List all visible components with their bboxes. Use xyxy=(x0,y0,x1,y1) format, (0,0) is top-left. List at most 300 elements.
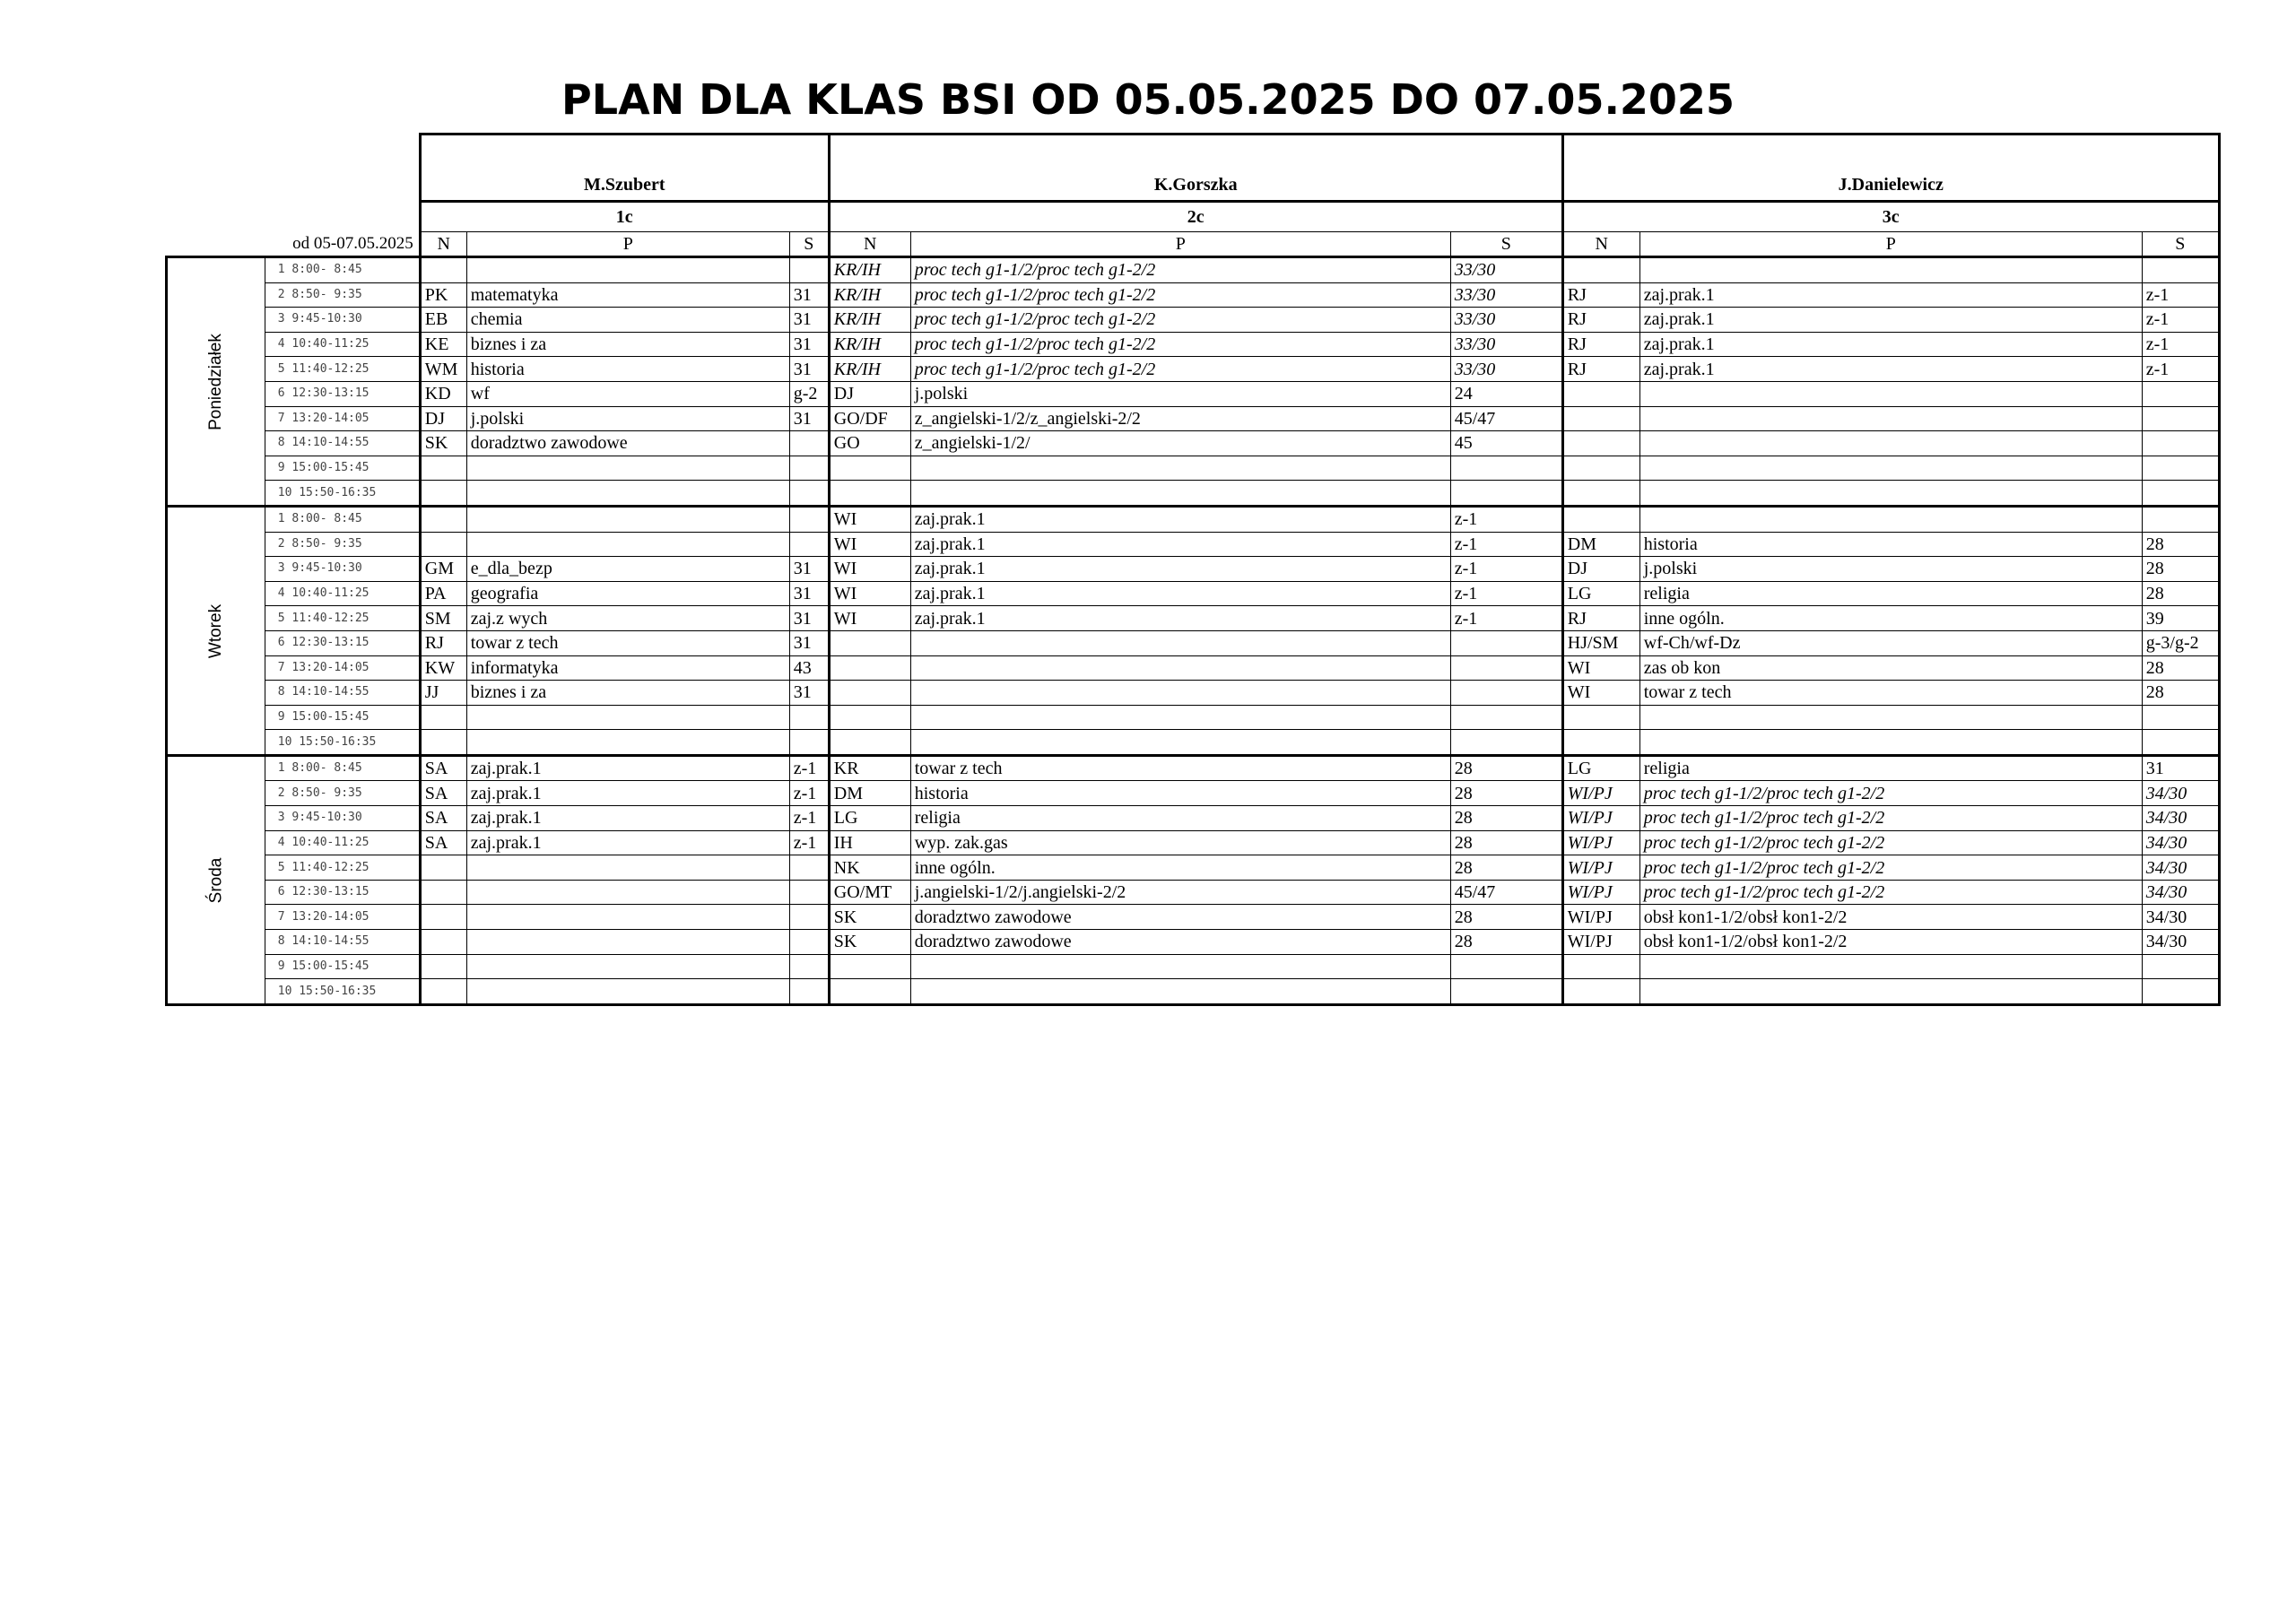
cell-p: proc tech g1-1/2/proc tech g1-2/2 xyxy=(910,332,1450,357)
cell-p xyxy=(1639,257,2142,283)
cell-s: 43 xyxy=(789,655,829,681)
day-label-cell xyxy=(167,755,265,1004)
cell-s: 31 xyxy=(789,308,829,333)
cell-s xyxy=(2142,705,2219,730)
cell-p: historia xyxy=(1639,532,2142,557)
cell-n xyxy=(829,979,910,1005)
cell-p xyxy=(466,257,789,283)
cell-n: WI xyxy=(829,606,910,631)
cell-s: g-2 xyxy=(789,381,829,406)
cell-s: 31 xyxy=(789,282,829,308)
time-slot: 10 15:50-16:35 xyxy=(265,481,420,507)
time-slot: 3 9:45-10:30 xyxy=(265,308,420,333)
cell-s xyxy=(2142,730,2219,756)
cell-p xyxy=(466,730,789,756)
time-slot: 4 10:40-11:25 xyxy=(265,581,420,606)
cell-n xyxy=(420,705,466,730)
schedule-row xyxy=(167,557,2220,582)
cell-s: z-1 xyxy=(789,755,829,781)
cell-p: proc tech g1-1/2/proc tech g1-2/2 xyxy=(1639,806,2142,831)
cell-s: 28 xyxy=(2142,532,2219,557)
cell-n: PK xyxy=(420,282,466,308)
cell-s xyxy=(1450,954,1562,979)
time-slot: 7 13:20-14:05 xyxy=(265,406,420,431)
cell-n: KR xyxy=(829,755,910,781)
cell-s xyxy=(1450,705,1562,730)
time-slot: 6 12:30-13:15 xyxy=(265,880,420,905)
cell-n: SK xyxy=(420,431,466,456)
cell-p xyxy=(466,855,789,881)
cell-n xyxy=(829,630,910,655)
cell-p: proc tech g1-1/2/proc tech g1-2/2 xyxy=(910,357,1450,382)
cell-n: NK xyxy=(829,855,910,881)
cell-p: religia xyxy=(1639,755,2142,781)
col-header-n: N xyxy=(829,232,910,257)
cell-n: WI xyxy=(829,506,910,532)
cell-s: 31 xyxy=(789,357,829,382)
cell-n: RJ xyxy=(1562,282,1639,308)
cell-s xyxy=(2142,954,2219,979)
cell-s: 45 xyxy=(1450,431,1562,456)
cell-p xyxy=(910,954,1450,979)
cell-n xyxy=(1562,431,1639,456)
schedule-row xyxy=(167,806,2220,831)
cell-p xyxy=(466,930,789,955)
time-slot: 7 13:20-14:05 xyxy=(265,655,420,681)
cell-n xyxy=(1562,705,1639,730)
schedule-row xyxy=(167,730,2220,756)
cell-p: chemia xyxy=(466,308,789,333)
cell-s xyxy=(789,481,829,507)
cell-n xyxy=(1562,730,1639,756)
cell-n xyxy=(420,979,466,1005)
cell-n: RJ xyxy=(1562,357,1639,382)
cell-s xyxy=(1450,655,1562,681)
schedule-row xyxy=(167,606,2220,631)
time-slot: 5 11:40-12:25 xyxy=(265,606,420,631)
cell-n: WI/PJ xyxy=(1562,880,1639,905)
cell-s xyxy=(2142,406,2219,431)
cell-n xyxy=(420,880,466,905)
cell-n: SA xyxy=(420,830,466,855)
cell-s: z-1 xyxy=(2142,357,2219,382)
cell-p xyxy=(910,730,1450,756)
cell-s: g-3/g-2 xyxy=(2142,630,2219,655)
cell-n xyxy=(420,730,466,756)
time-slot: 4 10:40-11:25 xyxy=(265,332,420,357)
cell-p: proc tech g1-1/2/proc tech g1-2/2 xyxy=(1639,830,2142,855)
cell-s xyxy=(789,506,829,532)
cell-n: KR/IH xyxy=(829,332,910,357)
cell-n xyxy=(420,954,466,979)
cell-s xyxy=(1450,630,1562,655)
cell-p: zaj.z wych xyxy=(466,606,789,631)
cell-n: WI xyxy=(829,581,910,606)
cell-s: 28 xyxy=(1450,930,1562,955)
cell-p: zaj.prak.1 xyxy=(910,606,1450,631)
cell-p: proc tech g1-1/2/proc tech g1-2/2 xyxy=(1639,880,2142,905)
cell-s xyxy=(789,880,829,905)
cell-p xyxy=(466,456,789,481)
cell-p: towar z tech xyxy=(910,755,1450,781)
cell-p: biznes i za xyxy=(466,681,789,706)
cell-n: KR/IH xyxy=(829,282,910,308)
cell-s xyxy=(789,257,829,283)
cell-s: 31 xyxy=(789,630,829,655)
cell-s: 34/30 xyxy=(2142,781,2219,806)
cell-p xyxy=(910,681,1450,706)
cell-p xyxy=(1639,406,2142,431)
cell-n: KW xyxy=(420,655,466,681)
schedule-row xyxy=(167,830,2220,855)
cell-p: religia xyxy=(1639,581,2142,606)
schedule-row xyxy=(167,581,2220,606)
cell-s: z-1 xyxy=(1450,506,1562,532)
cell-s: 28 xyxy=(1450,905,1562,930)
cell-p xyxy=(1639,431,2142,456)
time-slot: 10 15:50-16:35 xyxy=(265,979,420,1005)
cell-p xyxy=(466,905,789,930)
cell-p xyxy=(1639,506,2142,532)
cell-s: 28 xyxy=(2142,557,2219,582)
time-slot: 4 10:40-11:25 xyxy=(265,830,420,855)
cell-p: doradztwo zawodowe xyxy=(466,431,789,456)
cell-s: 34/30 xyxy=(2142,905,2219,930)
cell-s xyxy=(789,730,829,756)
cell-n: WI/PJ xyxy=(1562,930,1639,955)
cell-p: inne ogóln. xyxy=(1639,606,2142,631)
cell-s: z-1 xyxy=(1450,557,1562,582)
cell-s: 28 xyxy=(2142,581,2219,606)
schedule-row xyxy=(167,781,2220,806)
cell-p: zaj.prak.1 xyxy=(1639,332,2142,357)
cell-p: wf xyxy=(466,381,789,406)
cell-n xyxy=(829,481,910,507)
cell-n xyxy=(829,456,910,481)
cell-n xyxy=(829,681,910,706)
cell-n: DJ xyxy=(1562,557,1639,582)
cell-p: e_dla_bezp xyxy=(466,557,789,582)
schedule-row xyxy=(167,705,2220,730)
col-header-p: P xyxy=(910,232,1450,257)
cell-p: zaj.prak.1 xyxy=(910,557,1450,582)
cell-p xyxy=(1639,705,2142,730)
teacher-3c: J.Danielewicz xyxy=(1562,135,2219,202)
cell-p: proc tech g1-1/2/proc tech g1-2/2 xyxy=(910,282,1450,308)
cell-n: GO/DF xyxy=(829,406,910,431)
cell-s: 24 xyxy=(1450,381,1562,406)
class-name-1c: 1c xyxy=(420,202,829,232)
cell-s xyxy=(1450,730,1562,756)
cell-p: j.angielski-1/2/j.angielski-2/2 xyxy=(910,880,1450,905)
cell-n: SK xyxy=(829,905,910,930)
cell-n: KD xyxy=(420,381,466,406)
time-slot: 9 15:00-15:45 xyxy=(265,705,420,730)
cell-s xyxy=(789,954,829,979)
cell-n xyxy=(1562,506,1639,532)
cell-n: WI/PJ xyxy=(1562,905,1639,930)
time-slot: 6 12:30-13:15 xyxy=(265,630,420,655)
cell-s xyxy=(789,855,829,881)
cell-n: DM xyxy=(829,781,910,806)
cell-p xyxy=(1639,979,2142,1005)
cell-s: 31 xyxy=(2142,755,2219,781)
cell-n xyxy=(1562,257,1639,283)
cell-s: 34/30 xyxy=(2142,830,2219,855)
cell-s xyxy=(789,532,829,557)
cell-n: WI xyxy=(829,532,910,557)
cell-s xyxy=(2142,431,2219,456)
cell-s: 31 xyxy=(789,581,829,606)
cell-s xyxy=(2142,506,2219,532)
cell-n: EB xyxy=(420,308,466,333)
cell-n xyxy=(420,257,466,283)
cell-s xyxy=(2142,381,2219,406)
time-slot: 10 15:50-16:35 xyxy=(265,730,420,756)
cell-p: zaj.prak.1 xyxy=(910,581,1450,606)
cell-n: WM xyxy=(420,357,466,382)
cell-s: 34/30 xyxy=(2142,880,2219,905)
cell-s xyxy=(1450,979,1562,1005)
cell-p xyxy=(466,506,789,532)
cell-s: 31 xyxy=(789,406,829,431)
time-slot: 9 15:00-15:45 xyxy=(265,456,420,481)
cell-p: historia xyxy=(910,781,1450,806)
cell-n: WI xyxy=(1562,655,1639,681)
cell-s: 28 xyxy=(1450,755,1562,781)
schedule-row xyxy=(167,855,2220,881)
cell-s: 33/30 xyxy=(1450,308,1562,333)
cell-n xyxy=(420,930,466,955)
cell-n: WI/PJ xyxy=(1562,830,1639,855)
schedule-row xyxy=(167,979,2220,1005)
cell-p xyxy=(910,630,1450,655)
cell-s xyxy=(789,705,829,730)
cell-s: z-1 xyxy=(1450,606,1562,631)
cell-n: IH xyxy=(829,830,910,855)
cell-s: 31 xyxy=(789,606,829,631)
cell-s: 28 xyxy=(1450,781,1562,806)
cell-s: 33/30 xyxy=(1450,357,1562,382)
cell-p xyxy=(910,979,1450,1005)
cell-s: 34/30 xyxy=(2142,855,2219,881)
cell-s: 45/47 xyxy=(1450,406,1562,431)
cell-n xyxy=(1562,456,1639,481)
schedule-row xyxy=(167,880,2220,905)
cell-n: GO xyxy=(829,431,910,456)
cell-n xyxy=(1562,954,1639,979)
cell-n: SA xyxy=(420,806,466,831)
cell-s: 34/30 xyxy=(2142,930,2219,955)
time-slot: 3 9:45-10:30 xyxy=(265,806,420,831)
cell-s: 31 xyxy=(789,557,829,582)
cell-p: j.polski xyxy=(1639,557,2142,582)
cell-n xyxy=(829,705,910,730)
time-slot: 1 8:00- 8:45 xyxy=(265,755,420,781)
cell-n xyxy=(420,532,466,557)
cell-n: WI xyxy=(1562,681,1639,706)
cell-s: 31 xyxy=(789,332,829,357)
cell-n: JJ xyxy=(420,681,466,706)
day-name: Poniedziałek xyxy=(205,334,225,430)
day-name: Środa xyxy=(205,857,225,904)
cell-p xyxy=(1639,954,2142,979)
cell-s: 28 xyxy=(1450,830,1562,855)
cell-p xyxy=(466,532,789,557)
cell-n: WI/PJ xyxy=(1562,855,1639,881)
cell-p: wf-Ch/wf-Dz xyxy=(1639,630,2142,655)
cell-n xyxy=(420,506,466,532)
schedule-row xyxy=(167,930,2220,955)
cell-n: RJ xyxy=(1562,332,1639,357)
cell-p: proc tech g1-1/2/proc tech g1-2/2 xyxy=(1639,855,2142,881)
cell-n: GO/MT xyxy=(829,880,910,905)
cell-p: zaj.prak.1 xyxy=(466,755,789,781)
cell-p: obsł kon1-1/2/obsł kon1-2/2 xyxy=(1639,930,2142,955)
cell-p: z_angielski-1/2/z_angielski-2/2 xyxy=(910,406,1450,431)
cell-p: proc tech g1-1/2/proc tech g1-2/2 xyxy=(910,308,1450,333)
cell-p xyxy=(466,979,789,1005)
cell-p: towar z tech xyxy=(466,630,789,655)
cell-p: proc tech g1-1/2/proc tech g1-2/2 xyxy=(910,257,1450,283)
cell-n: DM xyxy=(1562,532,1639,557)
time-slot: 1 8:00- 8:45 xyxy=(265,506,420,532)
cell-p: historia xyxy=(466,357,789,382)
cell-s: 33/30 xyxy=(1450,282,1562,308)
cell-s xyxy=(1450,456,1562,481)
cell-n: LG xyxy=(829,806,910,831)
time-slot: 2 8:50- 9:35 xyxy=(265,282,420,308)
day-label-cell xyxy=(167,506,265,755)
cell-n: WI/PJ xyxy=(1562,806,1639,831)
col-header-p: P xyxy=(466,232,789,257)
cell-p xyxy=(466,481,789,507)
schedule-row xyxy=(167,905,2220,930)
cell-s xyxy=(2142,979,2219,1005)
day-name: Wtorek xyxy=(205,603,225,658)
time-slot: 1 8:00- 8:45 xyxy=(265,257,420,283)
cell-p xyxy=(1639,456,2142,481)
col-header-n: N xyxy=(1562,232,1639,257)
cell-s: 31 xyxy=(789,681,829,706)
time-slot: 5 11:40-12:25 xyxy=(265,357,420,382)
schedule-row xyxy=(167,655,2220,681)
col-header-s: S xyxy=(789,232,829,257)
cell-n: DJ xyxy=(420,406,466,431)
cell-p: matematyka xyxy=(466,282,789,308)
cell-p: zaj.prak.1 xyxy=(910,506,1450,532)
cell-n: WI xyxy=(829,557,910,582)
cell-p: wyp. zak.gas xyxy=(910,830,1450,855)
cell-n xyxy=(1562,406,1639,431)
col-header-n: N xyxy=(420,232,466,257)
cell-n xyxy=(1562,381,1639,406)
cell-s: z-1 xyxy=(2142,308,2219,333)
schedule-row xyxy=(167,282,2220,308)
cell-p: zaj.prak.1 xyxy=(466,830,789,855)
schedule-row xyxy=(167,755,2220,781)
cell-p xyxy=(910,481,1450,507)
cell-s xyxy=(789,905,829,930)
cell-n xyxy=(420,855,466,881)
cell-n: KR/IH xyxy=(829,257,910,283)
time-slot: 2 8:50- 9:35 xyxy=(265,781,420,806)
time-slot: 8 14:10-14:55 xyxy=(265,930,420,955)
cell-n: RJ xyxy=(420,630,466,655)
time-slot: 7 13:20-14:05 xyxy=(265,905,420,930)
time-slot: 8 14:10-14:55 xyxy=(265,681,420,706)
cell-n: KR/IH xyxy=(829,357,910,382)
cell-p xyxy=(910,655,1450,681)
cell-p: informatyka xyxy=(466,655,789,681)
schedule-row xyxy=(167,308,2220,333)
cell-p: obsł kon1-1/2/obsł kon1-2/2 xyxy=(1639,905,2142,930)
cell-p xyxy=(466,705,789,730)
cell-p: geografia xyxy=(466,581,789,606)
schedule-row xyxy=(167,406,2220,431)
schedule-row xyxy=(167,257,2220,283)
cell-s xyxy=(789,979,829,1005)
cell-p xyxy=(1639,381,2142,406)
schedule-row xyxy=(167,357,2220,382)
schedule-row xyxy=(167,332,2220,357)
schedule-row xyxy=(167,456,2220,481)
cell-n: GM xyxy=(420,557,466,582)
cell-p: j.polski xyxy=(910,381,1450,406)
cell-s xyxy=(2142,456,2219,481)
schedule-table xyxy=(165,133,2221,1006)
cell-n: RJ xyxy=(1562,606,1639,631)
class-name-2c: 2c xyxy=(829,202,1562,232)
col-header-p: P xyxy=(1639,232,2142,257)
cell-s xyxy=(2142,257,2219,283)
schedule-row xyxy=(167,954,2220,979)
cell-p xyxy=(910,456,1450,481)
cell-n xyxy=(829,655,910,681)
cell-p: religia xyxy=(910,806,1450,831)
cell-n: KR/IH xyxy=(829,308,910,333)
cell-p: z_angielski-1/2/ xyxy=(910,431,1450,456)
cell-s xyxy=(789,431,829,456)
page-title: PLAN DLA KLAS BSI OD 05.05.2025 DO 07.05.2025 xyxy=(561,75,1735,124)
schedule-row xyxy=(167,681,2220,706)
schedule-row xyxy=(167,481,2220,507)
cell-p: towar z tech xyxy=(1639,681,2142,706)
cell-s: 28 xyxy=(1450,806,1562,831)
cell-p: doradztwo zawodowe xyxy=(910,930,1450,955)
cell-s: z-1 xyxy=(789,781,829,806)
cell-s: z-1 xyxy=(789,830,829,855)
date-range-label: od 05-07.05.2025 xyxy=(292,233,413,253)
cell-n: WI/PJ xyxy=(1562,781,1639,806)
cell-p: doradztwo zawodowe xyxy=(910,905,1450,930)
cell-n: SM xyxy=(420,606,466,631)
time-slot: 5 11:40-12:25 xyxy=(265,855,420,881)
cell-s xyxy=(1450,681,1562,706)
cell-s: z-1 xyxy=(2142,332,2219,357)
cell-n: HJ/SM xyxy=(1562,630,1639,655)
cell-n xyxy=(420,481,466,507)
time-slot: 9 15:00-15:45 xyxy=(265,954,420,979)
cell-n: SA xyxy=(420,781,466,806)
cell-n xyxy=(1562,979,1639,1005)
cell-p xyxy=(1639,481,2142,507)
cell-p xyxy=(466,954,789,979)
schedule-row xyxy=(167,431,2220,456)
cell-s xyxy=(789,930,829,955)
cell-s xyxy=(1450,481,1562,507)
cell-n: SK xyxy=(829,930,910,955)
